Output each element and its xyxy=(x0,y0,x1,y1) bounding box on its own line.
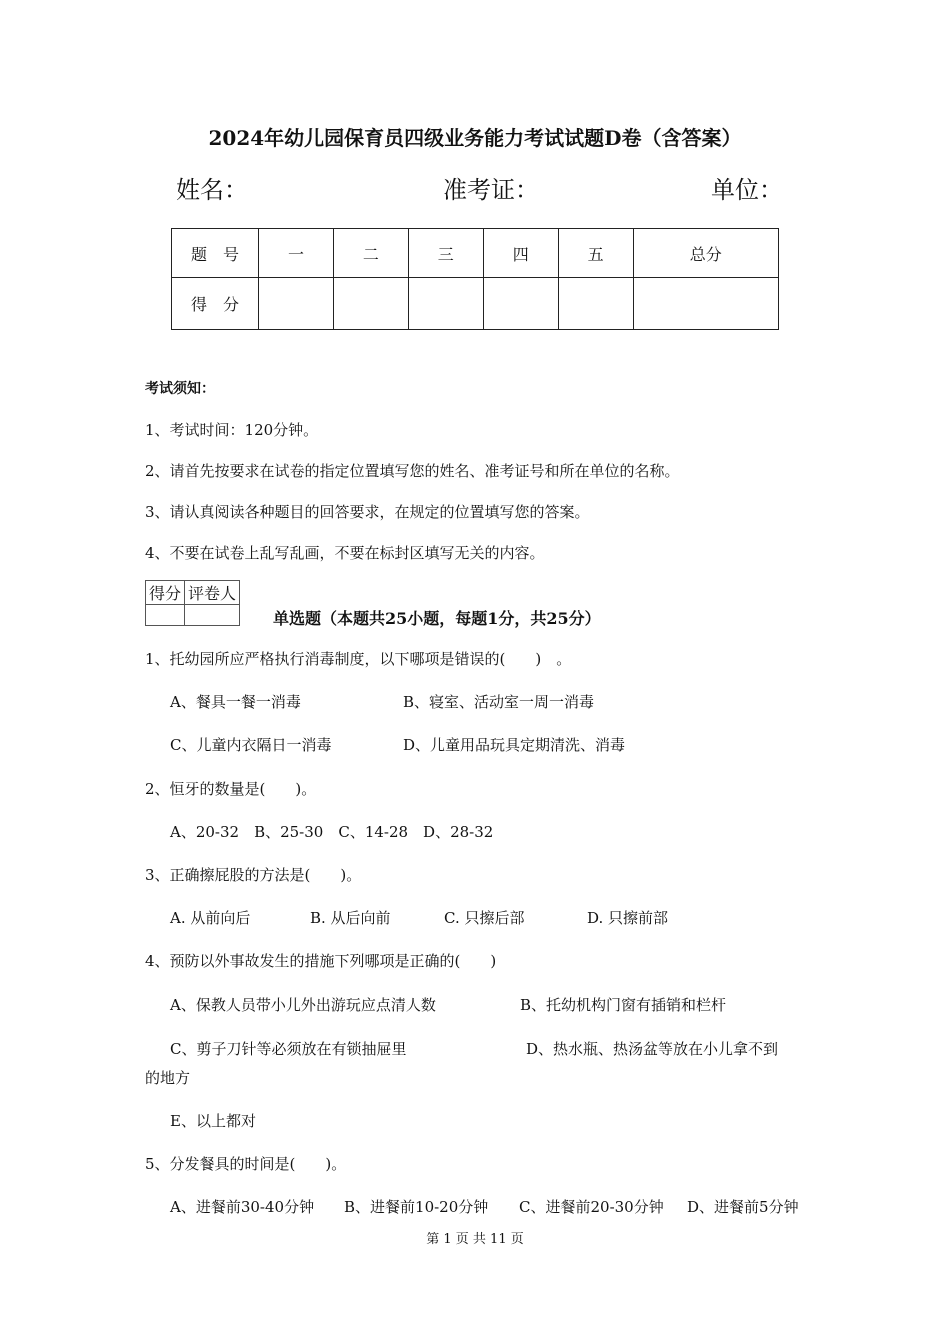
score-table-header-row xyxy=(172,229,779,278)
option: D、进餐前5分钟 xyxy=(687,1198,799,1216)
score-input-cell[interactable] xyxy=(333,278,408,330)
option: C、剪子刀针等必须放在有锁抽屉里 xyxy=(170,1040,407,1058)
option: C、进餐前20-30分钟 xyxy=(519,1198,664,1216)
option: A. 从前向后 xyxy=(170,909,251,927)
notice-item: 2、请首先按要求在试卷的指定位置填写您的姓名、准考证号和所在单位的名称。 xyxy=(145,462,680,480)
score-table-cell: 四 xyxy=(483,229,558,278)
section-title: 单选题（本题共25小题，每题1分，共25分） xyxy=(273,609,601,628)
document-title: 2024年幼儿园保育员四级业务能力考试试题D卷（含答案） xyxy=(208,126,742,150)
grader-box-grader-cell[interactable] xyxy=(185,605,240,626)
notice-item: 3、请认真阅读各种题目的回答要求，在规定的位置填写您的答案。 xyxy=(145,503,590,521)
score-input-cell[interactable] xyxy=(408,278,483,330)
notice-item: 1、考试时间：120分钟。 xyxy=(145,421,319,439)
option-continuation: 的地方 xyxy=(145,1069,191,1087)
grader-box-score-label: 得分 xyxy=(146,581,185,605)
option: A、进餐前30-40分钟 xyxy=(170,1198,315,1216)
exam-id-field-label: 准考证： xyxy=(443,176,539,204)
score-table-score-row xyxy=(172,278,779,330)
option: A、20-32 B、25-30 C、14-28 D、28-32 xyxy=(170,823,494,841)
question-stem: 1、托幼园所应严格执行消毒制度，以下哪项是错误的( ) 。 xyxy=(145,650,572,668)
option: B、进餐前10-20分钟 xyxy=(344,1198,489,1216)
name-field-label: 姓名： xyxy=(176,176,248,204)
score-input-cell[interactable] xyxy=(259,278,334,330)
score-table-cell: 五 xyxy=(558,229,633,278)
notice-heading: 考试须知： xyxy=(145,381,215,397)
score-table xyxy=(171,228,779,330)
option: A、保教人员带小儿外出游玩应点清人数 xyxy=(170,996,436,1014)
score-table-cell: 得 分 xyxy=(172,278,259,330)
score-input-cell[interactable] xyxy=(558,278,633,330)
grader-box-grader-label: 评卷人 xyxy=(185,581,240,605)
option: E、以上都对 xyxy=(170,1112,256,1130)
score-table-cell: 三 xyxy=(408,229,483,278)
score-table-cell: 一 xyxy=(259,229,334,278)
score-input-cell[interactable] xyxy=(633,278,778,330)
option: A、餐具一餐一消毒 xyxy=(170,693,301,711)
question-stem: 3、正确擦屁股的方法是( )。 xyxy=(145,866,362,884)
option: B、寝室、活动室一周一消毒 xyxy=(403,693,595,711)
question-stem: 2、恒牙的数量是( )。 xyxy=(145,780,317,798)
grader-box xyxy=(145,580,240,626)
option: D、热水瓶、热汤盆等放在小儿拿不到 xyxy=(526,1040,779,1058)
question-stem: 5、分发餐具的时间是( )。 xyxy=(145,1155,347,1173)
option: D、儿童用品玩具定期清洗、消毒 xyxy=(403,736,626,754)
question-stem: 4、预防以外事故发生的措施下列哪项是正确的( ) xyxy=(145,952,497,970)
option: B. 从后向前 xyxy=(310,909,391,927)
option: D. 只擦前部 xyxy=(587,909,669,927)
unit-field-label: 单位： xyxy=(711,176,783,204)
option: B、托幼机构门窗有插销和栏杆 xyxy=(520,996,727,1014)
score-input-cell[interactable] xyxy=(483,278,558,330)
page-footer: 第 1 页 共 11 页 xyxy=(426,1232,524,1247)
grader-box-score-cell[interactable] xyxy=(146,605,185,626)
score-table-cell: 二 xyxy=(333,229,408,278)
option: C. 只擦后部 xyxy=(444,909,525,927)
score-table-cell: 总分 xyxy=(633,229,778,278)
score-table-cell: 题 号 xyxy=(172,229,259,278)
option: C、儿童内衣隔日一消毒 xyxy=(170,736,332,754)
notice-item: 4、不要在试卷上乱写乱画，不要在标封区填写无关的内容。 xyxy=(145,544,545,562)
